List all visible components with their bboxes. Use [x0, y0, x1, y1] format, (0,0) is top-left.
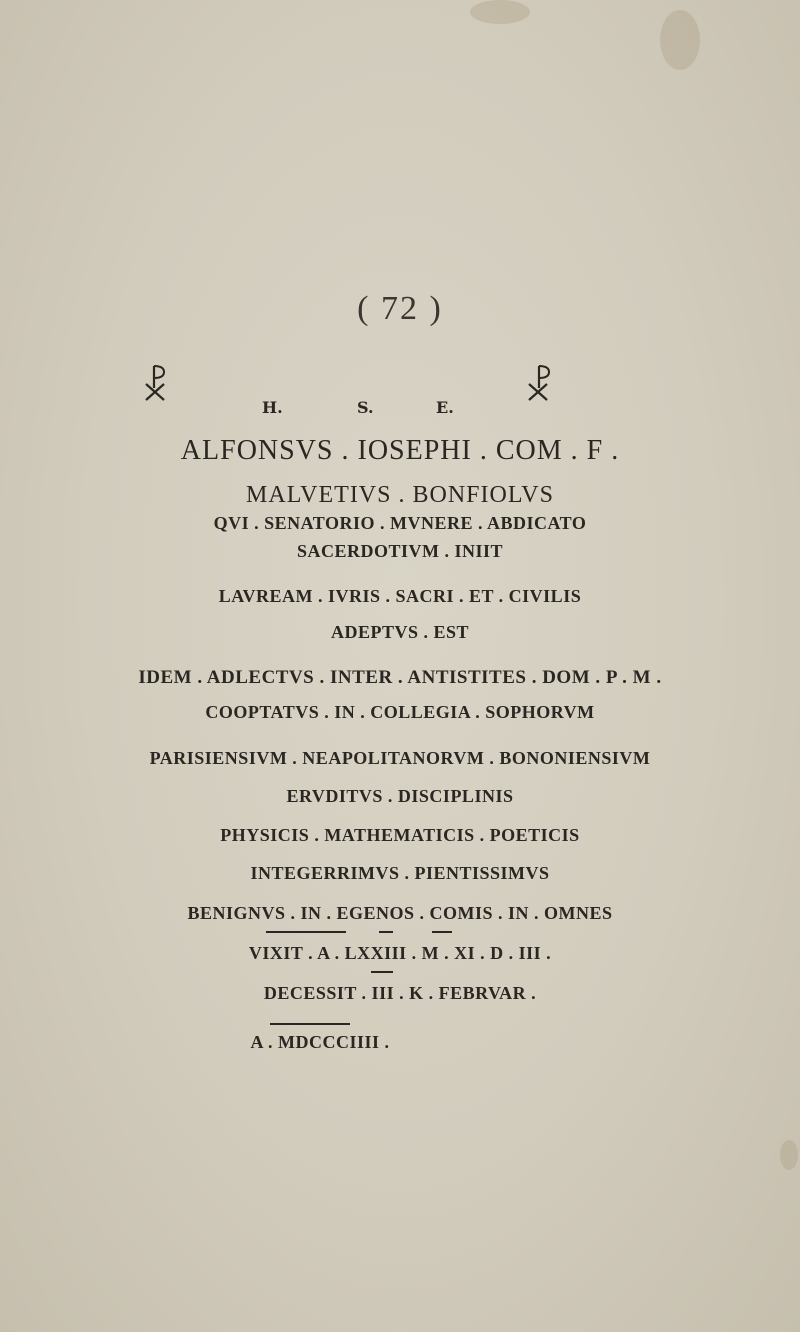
- inscription-line: IDEM . ADLECTVS . INTER . ANTISTITES . DOM . P . M .: [138, 667, 662, 688]
- numeral-overline: [379, 931, 393, 933]
- dedication-letter-h: H.: [262, 398, 283, 417]
- numeral-overline: [266, 931, 346, 933]
- inscription-line: SACERDOTIVM . INIIT: [296, 541, 504, 561]
- inscription-line: VIXIT . A . LXXIII . M . XI . D . III .: [248, 943, 552, 963]
- inscription-line: LAVREAM . IVRIS . SACRI . ET . CIVILIS: [218, 586, 582, 606]
- dedication-letter-s: S.: [357, 398, 374, 417]
- inscription-line: PHYSICIS . MATHEMATICIS . POETICIS: [220, 825, 580, 845]
- inscription-line: A . MDCCCIIII .: [250, 1032, 390, 1052]
- numeral-overline: [432, 931, 452, 933]
- numeral-overline: [270, 1023, 350, 1025]
- foxing-stain: [660, 10, 700, 70]
- inscription-line: ADEPTVS . EST: [330, 622, 470, 642]
- inscription-line: COOPTATVS . IN . COLLEGIA . SOPHORVM: [205, 702, 595, 722]
- page-number: ( 72 ): [357, 290, 443, 327]
- inscription-line: ERVDITVS . DISCIPLINIS: [286, 786, 514, 806]
- inscription-line: BENIGNVS . IN . EGENOS . COMIS . IN . OMNES: [187, 903, 613, 923]
- dedication-letter-e: E.: [436, 398, 454, 417]
- chi-rho-symbol-left: [142, 362, 172, 402]
- foxing-stain: [780, 1140, 798, 1170]
- name-line-1: ALFONSVS . IOSEPHI . COM . F .: [180, 435, 620, 466]
- inscription-line: INTEGERRIMVS . PIENTISSIMVS: [250, 863, 550, 883]
- inscription-line: QVI . SENATORIO . MVNERE . ABDICATO: [213, 513, 587, 533]
- name-line-2: MALVETIVS . BONFIOLVS: [246, 482, 554, 508]
- chi-rho-symbol-right: [523, 362, 553, 402]
- inscription-line: PARISIENSIVM . NEAPOLITANORVM . BONONIENSIVM: [149, 748, 651, 768]
- inscription-line: DECESSIT . III . K . FEBRVAR .: [263, 983, 537, 1003]
- foxing-stain: [470, 0, 530, 24]
- numeral-overline: [371, 971, 393, 973]
